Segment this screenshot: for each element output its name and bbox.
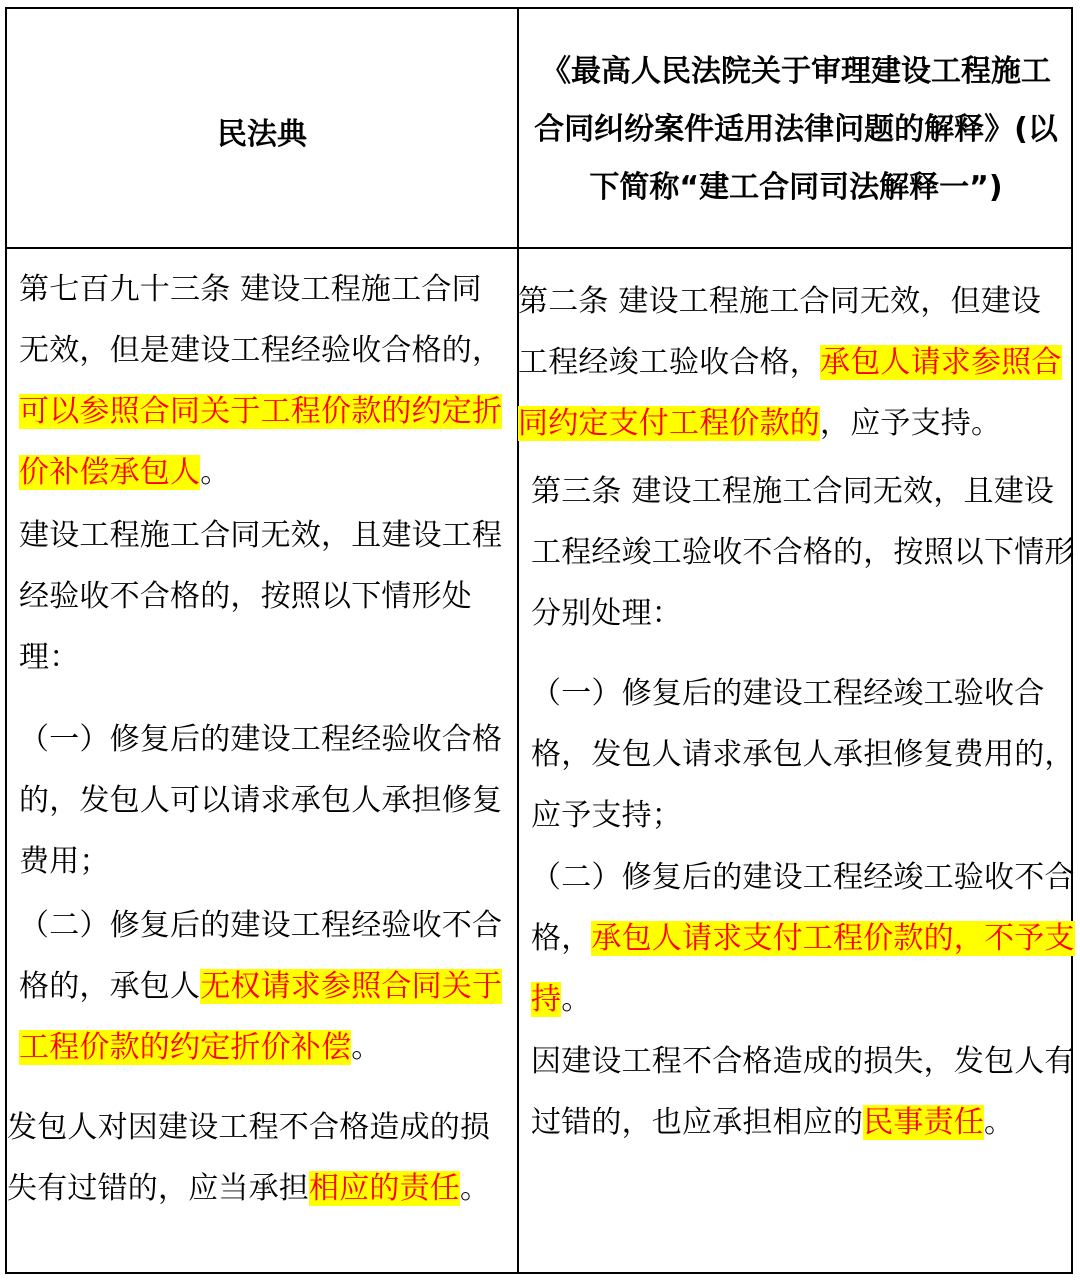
text: 第二条 建设工程施工合同无效，但建设工程经竣工验收合格， — [518, 284, 1042, 380]
text: ，应予支持。 — [820, 406, 1002, 441]
highlight: 可以参照合同关于工程价款的约定折价补偿承包人 — [19, 394, 503, 490]
right-item-2 — [531, 847, 1076, 1030]
comparison-table — [5, 7, 1073, 1274]
highlight: 民事责任 — [863, 1105, 985, 1140]
header-line: 合同纠纷案件适用法律问题的解释》(以 — [534, 112, 1058, 147]
header-line: 下简称“建工合同司法解释一”) — [589, 170, 1003, 205]
left-item-1: （一）修复后的建设工程经验收合格的，发包人可以请求承包人承担修复费用； — [19, 722, 503, 879]
highlight: 承包人请求支付工程价款的，不予支持 — [531, 921, 1075, 1017]
header-line: 《最高人民法院关于审理建设工程施工 — [541, 54, 1051, 89]
text: 第七百九十三条 建设工程施工合同无效，但是建设工程经验收合格的， — [19, 272, 503, 368]
text: 发包人对因建设工程不合格造成的损失有过错的，应当承担 — [7, 1110, 491, 1206]
text: （二）修复后的建设工程经竣工验收不合格， — [531, 860, 1075, 956]
right-item-1: （一）修复后的建设工程经竣工验收合格，发包人请求承包人承担修复费用的，应予支持； — [531, 676, 1075, 833]
text: 。 — [200, 455, 231, 490]
left-liability — [7, 1097, 515, 1219]
header-divider — [7, 247, 1071, 249]
right-liability — [531, 1031, 1076, 1153]
right-article-3: 第三条 建设工程施工合同无效，且建设工程经竣工验收不合格的，按照以下情形分别处理： — [531, 474, 1075, 631]
left-paragraph-invalid: 建设工程施工合同无效，且建设工程经验收不合格的，按照以下情形处理： — [19, 518, 503, 675]
text: 。 — [351, 1030, 382, 1065]
header-civil-code: 民法典 — [217, 117, 307, 152]
highlight: 承包人请求参照合同约定支付工程价款的 — [518, 345, 1062, 441]
highlight: 相应的责任 — [309, 1171, 460, 1206]
text: 。 — [460, 1171, 491, 1206]
text: 。 — [984, 1105, 1015, 1140]
left-item-2 — [19, 895, 509, 1078]
text: 。 — [561, 982, 592, 1017]
text: （二）修复后的建设工程经验收不合格的，承包人 — [19, 908, 503, 1004]
right-article-2 — [518, 271, 1070, 454]
left-article-793 — [19, 259, 509, 503]
text: 因建设工程不合格造成的损失，发包人有过错的，也应承担相应的 — [531, 1044, 1075, 1140]
highlight: 无权请求参照合同关于工程价款的约定折价补偿 — [19, 969, 503, 1065]
header-judicial-interpretation — [519, 43, 1073, 217]
